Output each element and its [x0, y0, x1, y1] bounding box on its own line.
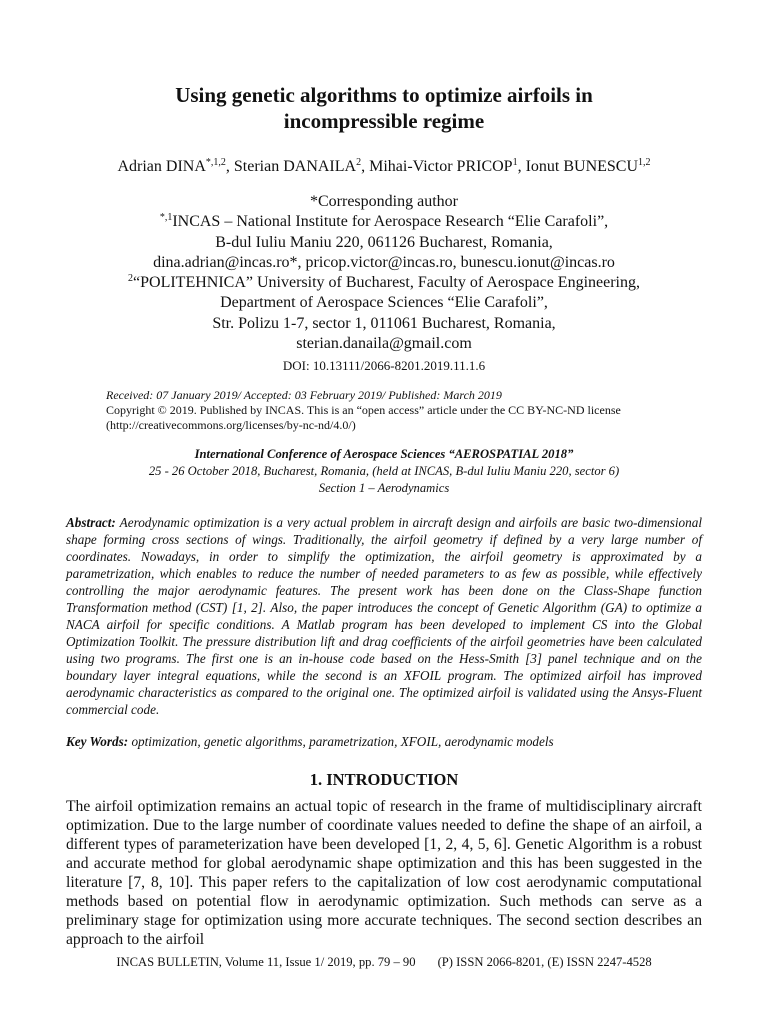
affiliation-2-line-3: Str. Polizu 1-7, sector 1, 011061 Bucharest, Romania,: [212, 314, 556, 332]
author-name: Ionut BUNESCU: [525, 158, 639, 175]
footer-issn: (P) ISSN 2066-8201, (E) ISSN 2247-4528: [437, 955, 652, 969]
author-name: Adrian DINA: [117, 158, 206, 175]
conference-section: Section 1 – Aerodynamics: [318, 481, 450, 495]
affiliation-mark: 2: [128, 273, 134, 285]
title-line-1: Using genetic algorithms to optimize airfoils in: [175, 83, 593, 107]
affiliation-text: “POLITEHNICA” University of Bucharest, Faculty of Aerospace Engineering,: [133, 274, 640, 292]
abstract-label: Abstract:: [66, 515, 116, 530]
author-separator: ,: [361, 158, 370, 175]
affiliation-1-line-1: [0, 212, 768, 232]
affiliation-1-line-2: B-dul Iuliu Maniu 220, 061126 Bucharest, Romania,: [215, 233, 553, 251]
conference-info: [0, 446, 768, 497]
introduction-paragraph: The airfoil optimization remains an actual topic of research in the frame of multidisciplinary aircraft optimization. Due to the large number of coordinate values needed to define the shape of an airfoil, a different types of parameterization have been developed [1, 2, 4, 5, 6]. Genetic Algorithm is a robust and accurate method for global aerodynamic shape optimization and this has been suggested in the literature [7, 8, 10]. This paper refers to the capitalization of low cost aerodynamic computational methods based on potential flow in aerodynamic optimization. Such methods can serve as a preliminary stage for optimization using more accurate techniques. The second section describes an approach to the airfoil: [66, 798, 702, 948]
author-affil-mark: 1,2: [638, 157, 651, 168]
author-name: Mihai-Victor PRICOP: [369, 158, 513, 175]
author-affil-mark: *,1,2: [205, 157, 226, 168]
corresponding-author-note: *Corresponding author: [310, 193, 458, 210]
author-name: Sterian DANAILA: [233, 158, 357, 175]
received-dates: Received: 07 January 2019/ Accepted: 03 February 2019/ Published: March 2019: [106, 388, 502, 402]
author-separator: ,: [517, 158, 526, 175]
abstract: [66, 514, 702, 718]
author-affil-mark: 1: [512, 157, 518, 168]
copyright-notice: Copyright © 2019. Published by INCAS. This is an “open access” article under the CC BY-NC-ND license (http://creativecommons.org/licenses/by-nc-nd/4.0/): [106, 403, 621, 432]
affiliations: [0, 192, 768, 354]
author-separator: ,: [225, 158, 234, 175]
affiliation-2-line-2: Department of Aerospace Sciences “Elie Carafoli”,: [220, 294, 548, 312]
section-heading: 1. INTRODUCTION: [309, 770, 459, 789]
footer-journal: INCAS BULLETIN, Volume 11, Issue 1/ 2019, pp. 79 – 90: [116, 955, 416, 969]
conference-dates: 25 - 26 October 2018, Bucharest, Romania, (held at INCAS, B-dul Iuliu Maniu 220, sector 6): [148, 464, 620, 478]
paper-title: [0, 82, 768, 134]
affiliation-1-emails: dina.adrian@incas.ro*, pricop.victor@incas.ro, bunescu.ionut@incas.ro: [153, 253, 615, 271]
abstract-text: Aerodynamic optimization is a very actual problem in aircraft design and airfoils are basic two-dimensional shape forming cross sections of wings. Traditionally, the airfoil geometry if defined by a very large number of coordinates. Nowadays, in order to simplify the optimization, the airfoil geometry is approximated by a parametrization, which enables to reduce the number of needed parameters to as few as possible, while effectively controlling the major aerodynamic features. The present work has been done on the Class-Shape function Transformation method (CST) [1, 2]. Also, the paper introduces the concept of Genetic Algorithm (GA) to optimize a NACA airfoil for specific conditions. A Matlab program has been developed to implement CS into the Global Optimization Toolkit. The pressure distribution lift and drag coefficients of the airfoil geometries have been calculated using two programs. The first one is an in-house code based on the Hess-Smith [3] panel technique and on the boundary layer integral equations, while the second is an XFOIL program. The optimized airfoil has improved aerodynamic characteristics as compared to the original one. The optimized airfoil is validated using the Ansys-Fluent commercial code.: [66, 515, 702, 717]
keywords: [66, 733, 702, 750]
affiliation-2-line-1: [0, 273, 768, 293]
author-affil-mark: 2: [356, 157, 362, 168]
author-list: [0, 156, 768, 178]
doi-line: DOI: 10.13111/2066-8201.2019.11.1.6: [282, 358, 486, 373]
title-line-2: incompressible regime: [283, 109, 485, 133]
keywords-label: Key Words:: [66, 734, 129, 749]
page-footer: [0, 955, 768, 970]
conference-name: International Conference of Aerospace Sciences “AEROSPATIAL 2018”: [194, 447, 574, 461]
keywords-text: optimization, genetic algorithms, parametrization, XFOIL, aerodynamic models: [131, 734, 554, 749]
publication-info: [106, 388, 708, 433]
affiliation-2-email: sterian.danaila@gmail.com: [296, 335, 472, 353]
affiliation-text: INCAS – National Institute for Aerospace Research “Elie Carafoli”,: [172, 213, 609, 231]
affiliation-mark: *,1: [159, 212, 173, 224]
